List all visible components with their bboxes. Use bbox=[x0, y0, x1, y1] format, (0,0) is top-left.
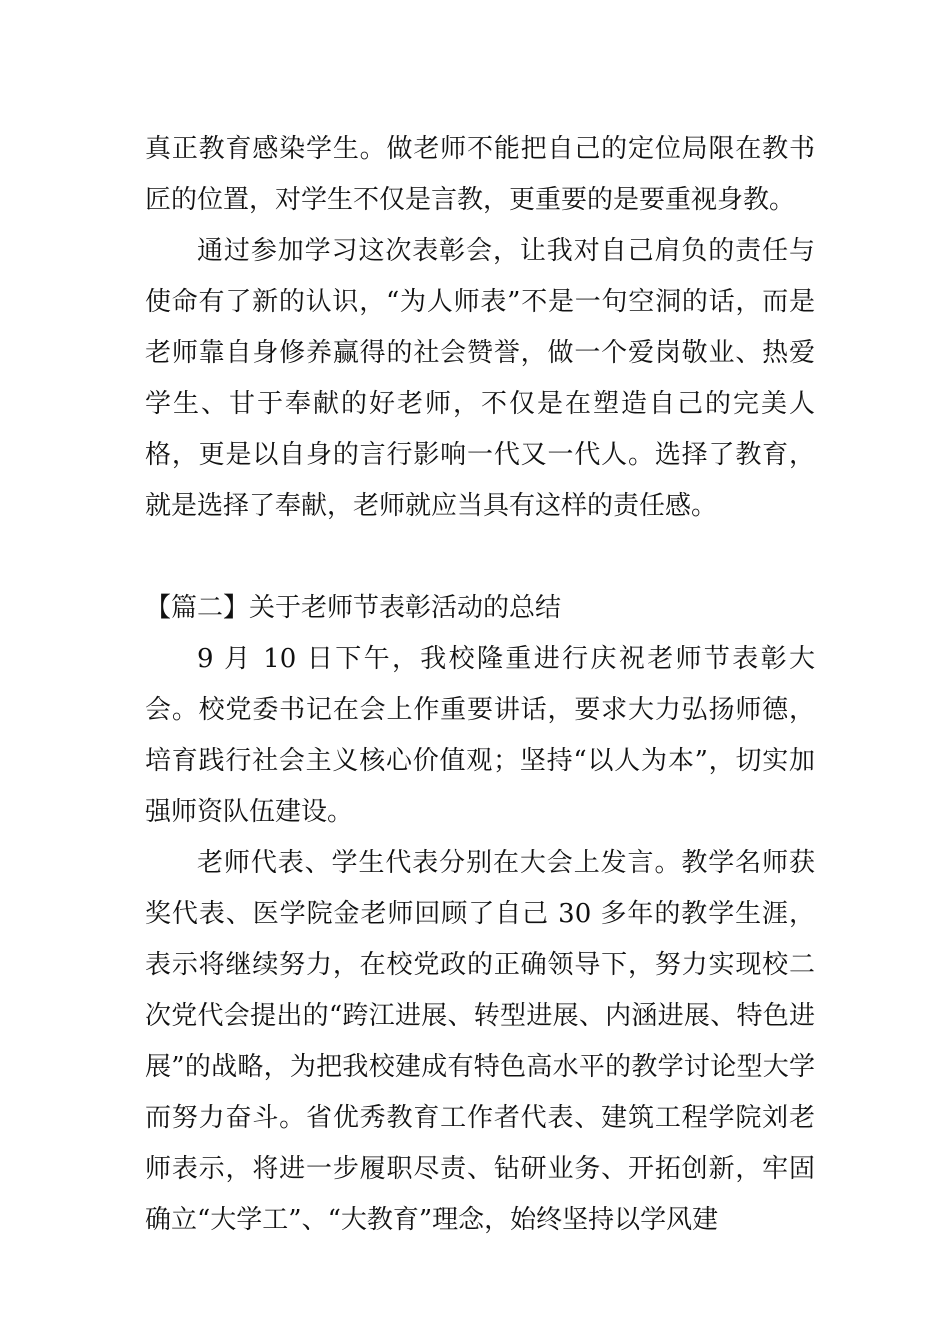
section-spacer bbox=[145, 532, 815, 583]
paragraph-ceremony: 9 月 10 日下午，我校隆重进行庆祝老师节表彰大会。校党委书记在会上作重要讲话，要求大力弘扬师德，培育践行社会主义核心价值观；坚持“以人为本”，切实加强师资队伍建设。 bbox=[145, 644, 815, 827]
document-body bbox=[145, 124, 815, 1246]
paragraph-speeches: 老师代表、学生代表分别在大会上发言。教学名师获奖代表、医学院金老师回顾了自己 30 多年的教学生涯，表示将继续努力，在校党政的正确领导下，努力实现校二次党代会提出的“跨江进展、转型进展、内涵进展、特色进展”的战略，为把我校建成有特色高水平的教学讨论型大学而努力奋斗。省优秀教育工作者代表、建筑工程学院刘老师表示，将进一步履职尽责、钻研业务、开拓创新，牢固确立“大学工”、“大教育”理念，始终坚持以学风建 bbox=[145, 848, 815, 1235]
paragraph-responsibility: 通过参加学习这次表彰会，让我对自己肩负的责任与使命有了新的认识，“为人师表”不是一句空洞的话，而是老师靠自身修养赢得的社会赞誉，做一个爱岗敬业、热爱学生、甘于奉献的好老师，不仅是在塑造自己的完美人格，更是以自身的言行影响一代又一代人。选择了教育，就是选择了奉献，老师就应当具有这样的责任感。 bbox=[145, 236, 815, 521]
paragraph-continuation: 真正教育感染学生。做老师不能把自己的定位局限在教书匠的位置，对学生不仅是言教，更重要的是要重视身教。 bbox=[145, 134, 815, 215]
section-heading: 【篇二】关于老师节表彰活动的总结 bbox=[145, 593, 562, 623]
